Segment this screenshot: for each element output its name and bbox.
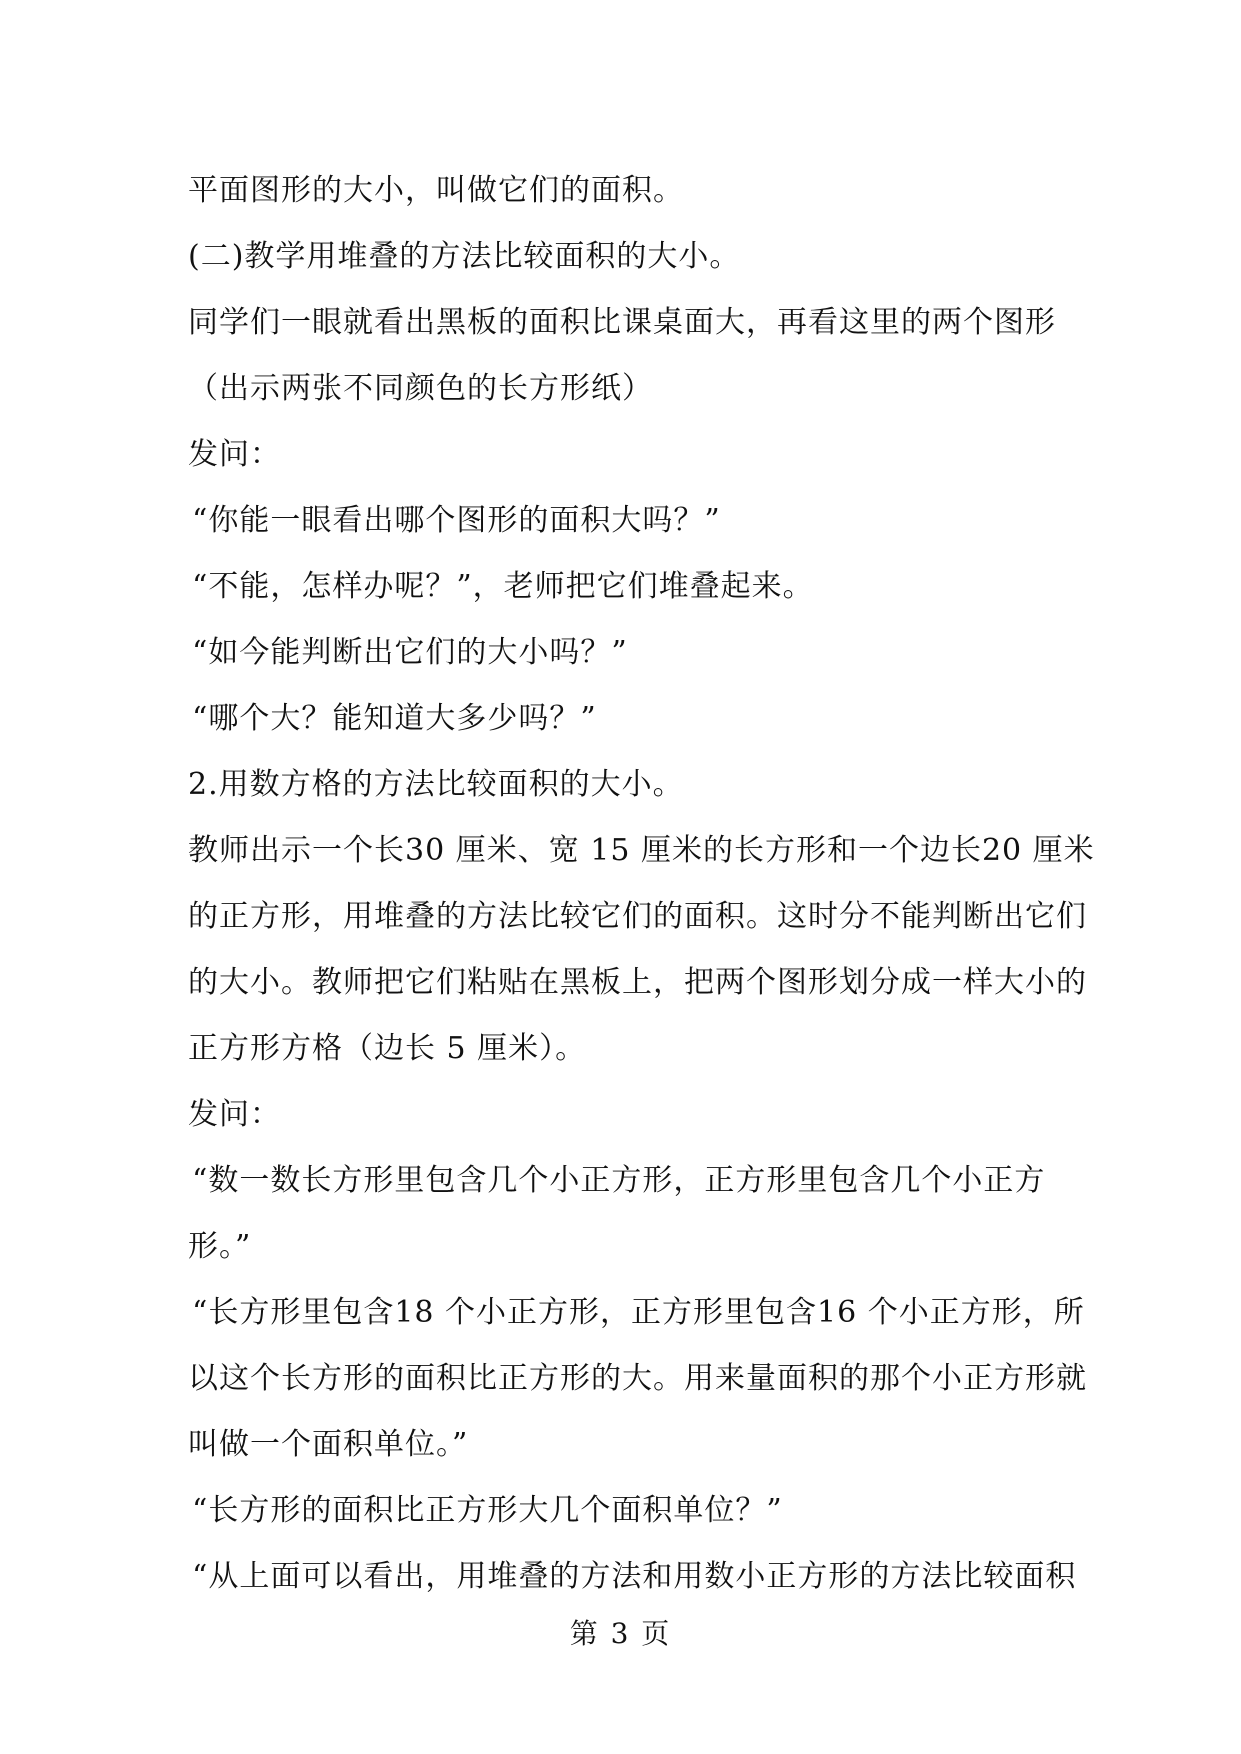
- text-line: （出示两张不同颜色的长方形纸）: [188, 371, 653, 406]
- page-number: 第 3 页: [569, 1617, 672, 1650]
- text-line: 发问：: [188, 437, 281, 472]
- quote-line: 形。”: [188, 1229, 252, 1264]
- quote-line: 以这个长方形的面积比正方形的大。用来量面积的那个小正方形就: [188, 1361, 1087, 1396]
- text-line: 的大小。教师把它们粘贴在黑板上，把两个图形划分成一样大小的: [188, 965, 1087, 1000]
- quote-line: “你能一眼看出哪个图形的面积大吗？”: [192, 503, 721, 538]
- text-line: 平面图形的大小，叫做它们的面积。: [188, 173, 684, 208]
- quote-line: “从上面可以看出，用堆叠的方法和用数小正方形的方法比较面积: [192, 1559, 1077, 1594]
- quote-line: 叫做一个面积单位。”: [188, 1427, 469, 1462]
- quote-line: “如今能判断出它们的大小吗？”: [192, 635, 628, 670]
- section-heading: 2.用数方格的方法比较面积的大小。: [188, 767, 684, 802]
- text-line: 发问：: [188, 1097, 281, 1132]
- quote-line: “不能，怎样办呢？”，老师把它们堆叠起来。: [192, 569, 814, 604]
- quote-line: “长方形里包含18 个小正方形，正方形里包含16 个小正方形，所: [192, 1295, 1085, 1330]
- text-line: 教师出示一个长30 厘米、宽 15 厘米的长方形和一个边长20 厘米: [188, 833, 1095, 868]
- text-line: 的正方形，用堆叠的方法比较它们的面积。这时分不能判断出它们: [188, 899, 1087, 934]
- section-heading: (二)教学用堆叠的方法比较面积的大小。: [188, 239, 741, 274]
- text-line: 同学们一眼就看出黑板的面积比课桌面大，再看这里的两个图形: [188, 305, 1056, 340]
- text-line: 正方形方格（边长 5 厘米）。: [188, 1031, 587, 1066]
- document-body: [188, 158, 1095, 1610]
- quote-line: “哪个大？能知道大多少吗？”: [192, 701, 597, 736]
- quote-line: “数一数长方形里包含几个小正方形，正方形里包含几个小正方: [192, 1163, 1046, 1198]
- quote-line: “长方形的面积比正方形大几个面积单位？”: [192, 1493, 783, 1528]
